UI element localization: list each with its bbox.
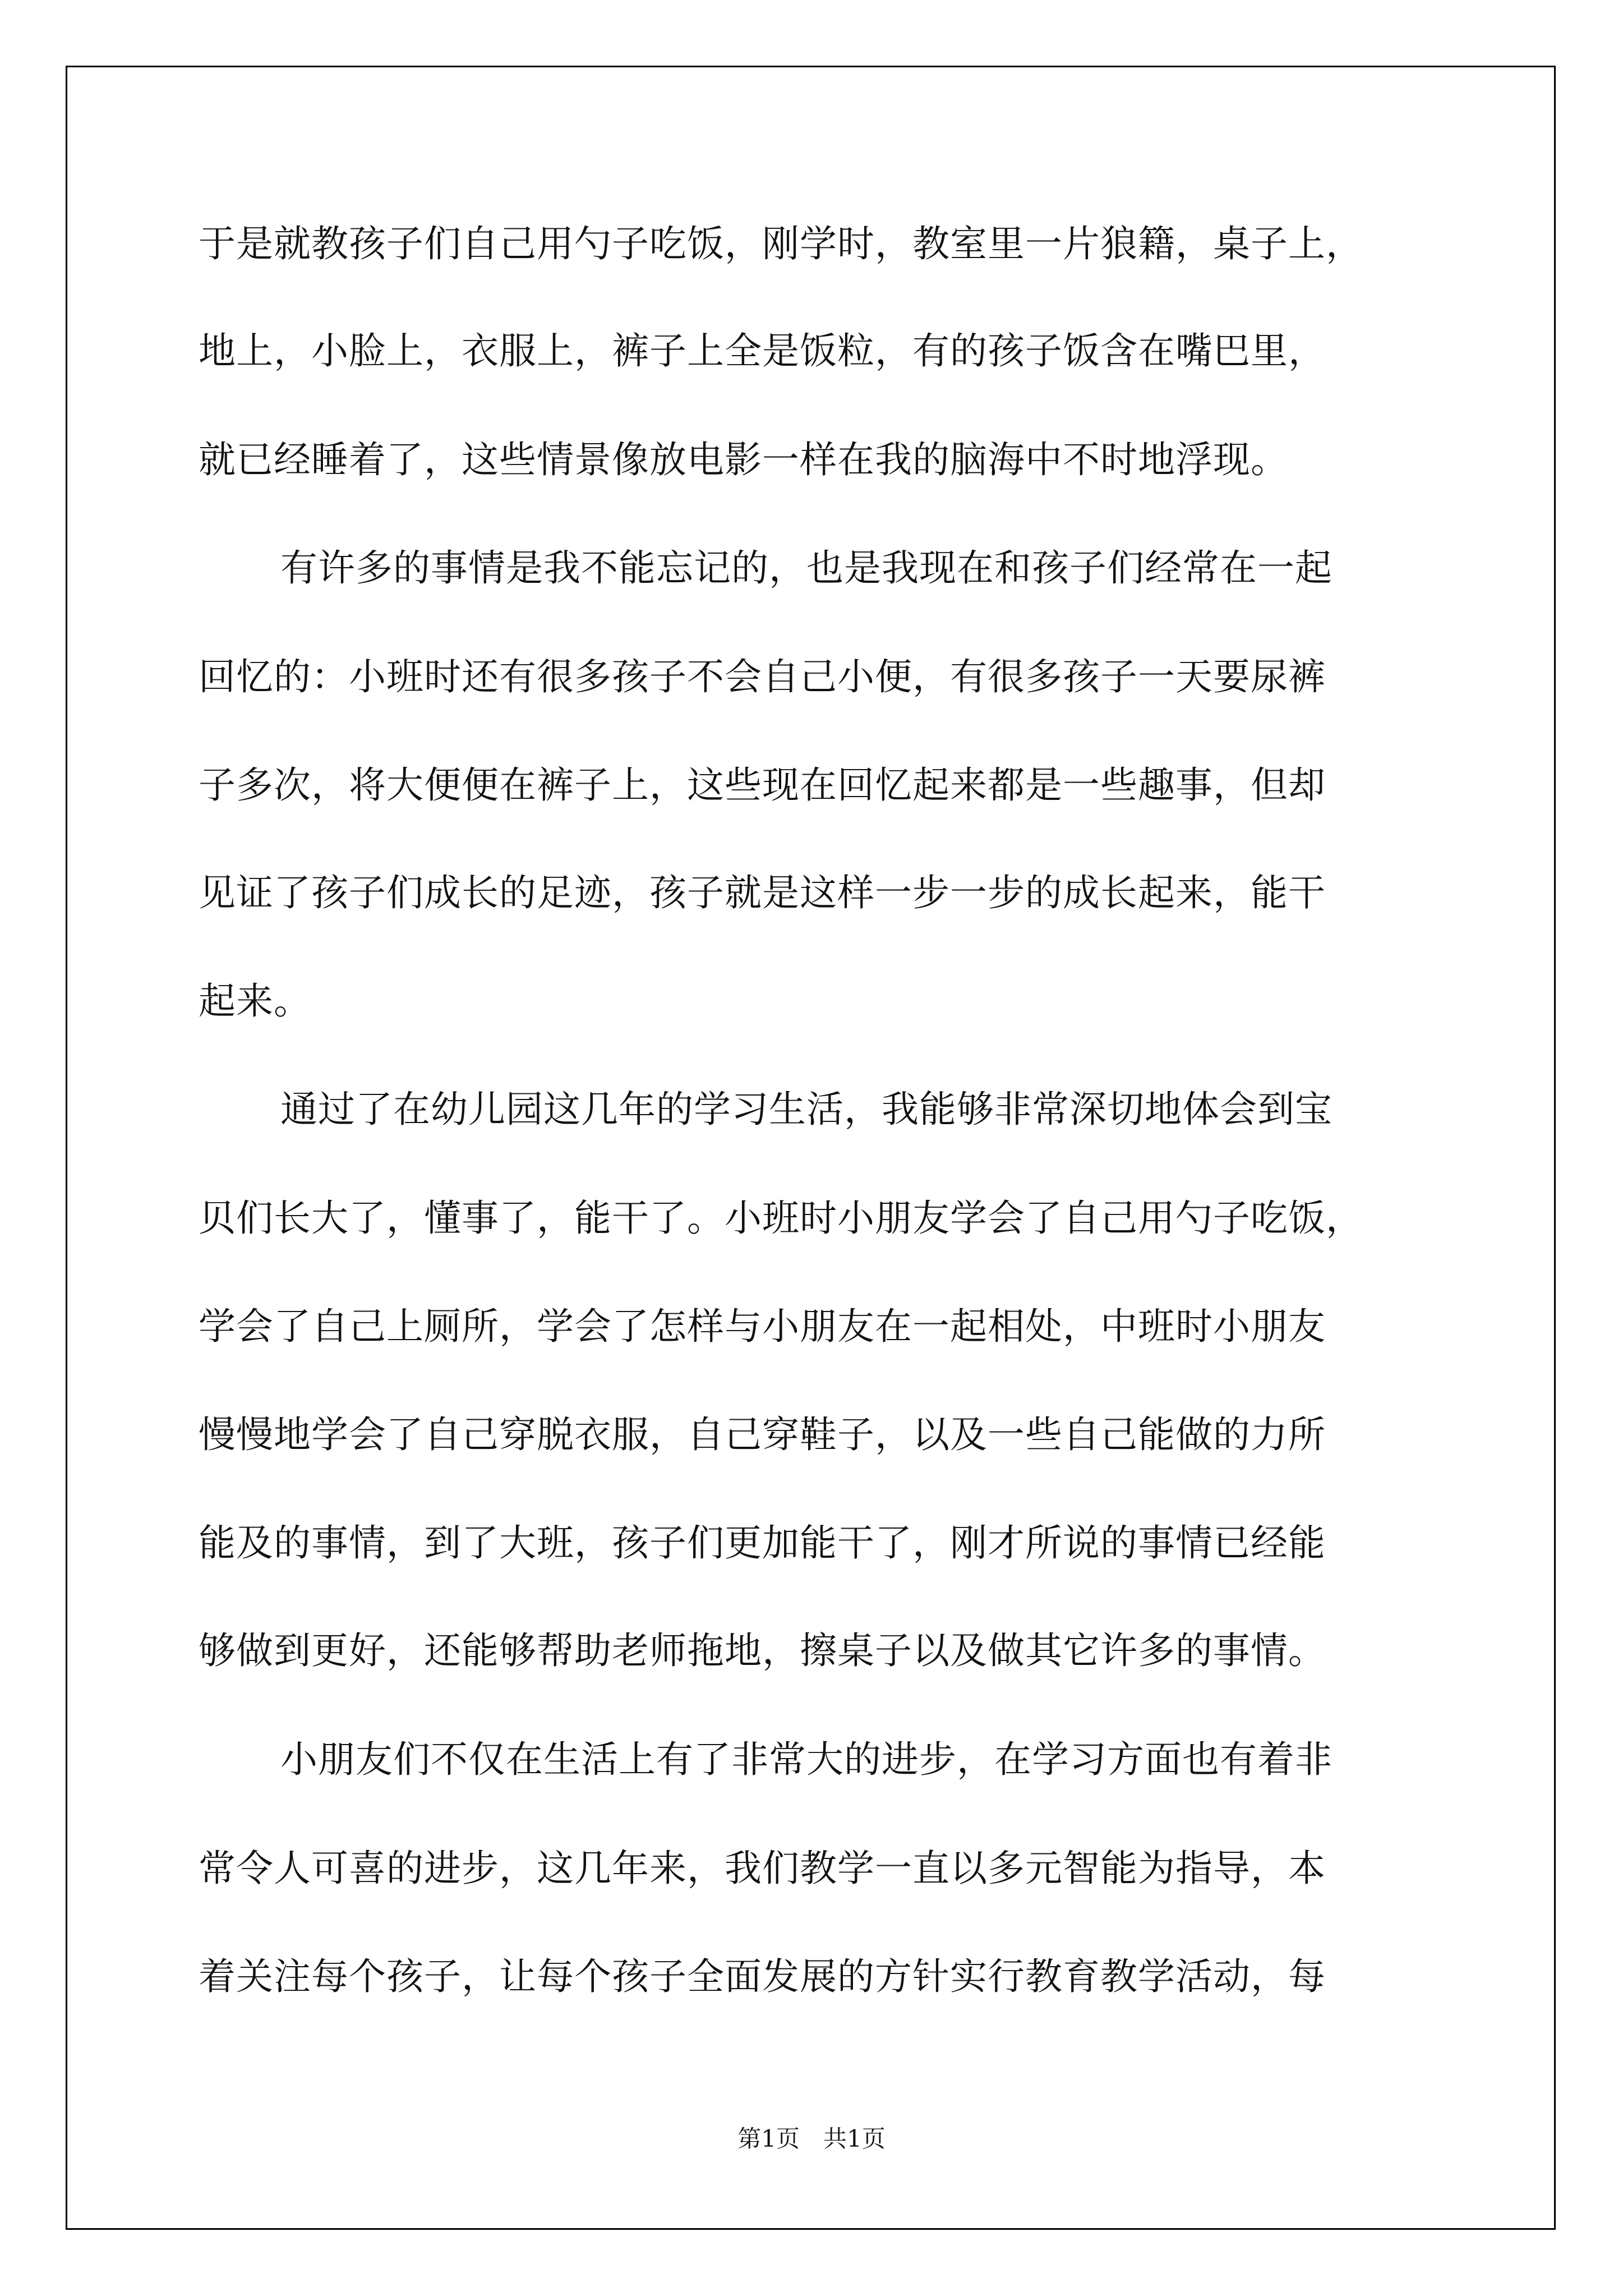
page-footer: 第1页 共1页	[737, 2125, 886, 2152]
text-line: 于是就教孩子们自己用勺子吃饭，刚学时，教室里一片狼籍，桌子上，	[199, 222, 1363, 265]
text-line: 回忆的：小班时还有很多孩子不会自己小便，有很多孩子一天要尿裤	[199, 655, 1326, 698]
text-line: 常令人可喜的进步，这几年来，我们教学一直以多元智能为指导，本	[199, 1847, 1326, 1890]
paragraph-start-line: 有许多的事情是我不能忘记的，也是我现在和孩子们经常在一起	[280, 546, 1332, 590]
paragraph-start-line: 小朋友们不仅在生活上有了非常大的进步，在学习方面也有着非	[280, 1738, 1332, 1781]
text-line: 起来。	[199, 979, 311, 1023]
text-line: 够做到更好，还能够帮助老师拖地，擦桌子以及做其它许多的事情。	[199, 1629, 1326, 1672]
text-line: 见证了孩子们成长的足迹，孩子就是这样一步一步的成长起来，能干	[199, 871, 1326, 914]
text-line: 地上，小脸上，衣服上，裤子上全是饭粒，有的孩子饭含在嘴巴里，	[199, 329, 1326, 372]
text-line: 慢慢地学会了自己穿脱衣服，自己穿鞋子，以及一些自己能做的力所	[199, 1413, 1326, 1456]
text-line: 能及的事情，到了大班，孩子们更加能干了，刚才所说的事情已经能	[199, 1521, 1326, 1565]
text-line: 学会了自己上厕所，学会了怎样与小朋友在一起相处，中班时小朋友	[199, 1305, 1326, 1348]
text-line: 就已经睡着了，这些情景像放电影一样在我的脑海中不时地浮现。	[199, 438, 1288, 481]
page-border	[66, 66, 1556, 2230]
text-line: 贝们长大了，懂事了，能干了。小班时小朋友学会了自己用勺子吃饭，	[199, 1197, 1363, 1240]
text-line: 子多次，将大便便在裤子上，这些现在回忆起来都是一些趣事，但却	[199, 763, 1326, 807]
paragraph-start-line: 通过了在幼儿园这几年的学习生活，我能够非常深切地体会到宝	[280, 1088, 1332, 1131]
text-line: 着关注每个孩子，让每个孩子全面发展的方针实行教育教学活动，每	[199, 1955, 1326, 1998]
